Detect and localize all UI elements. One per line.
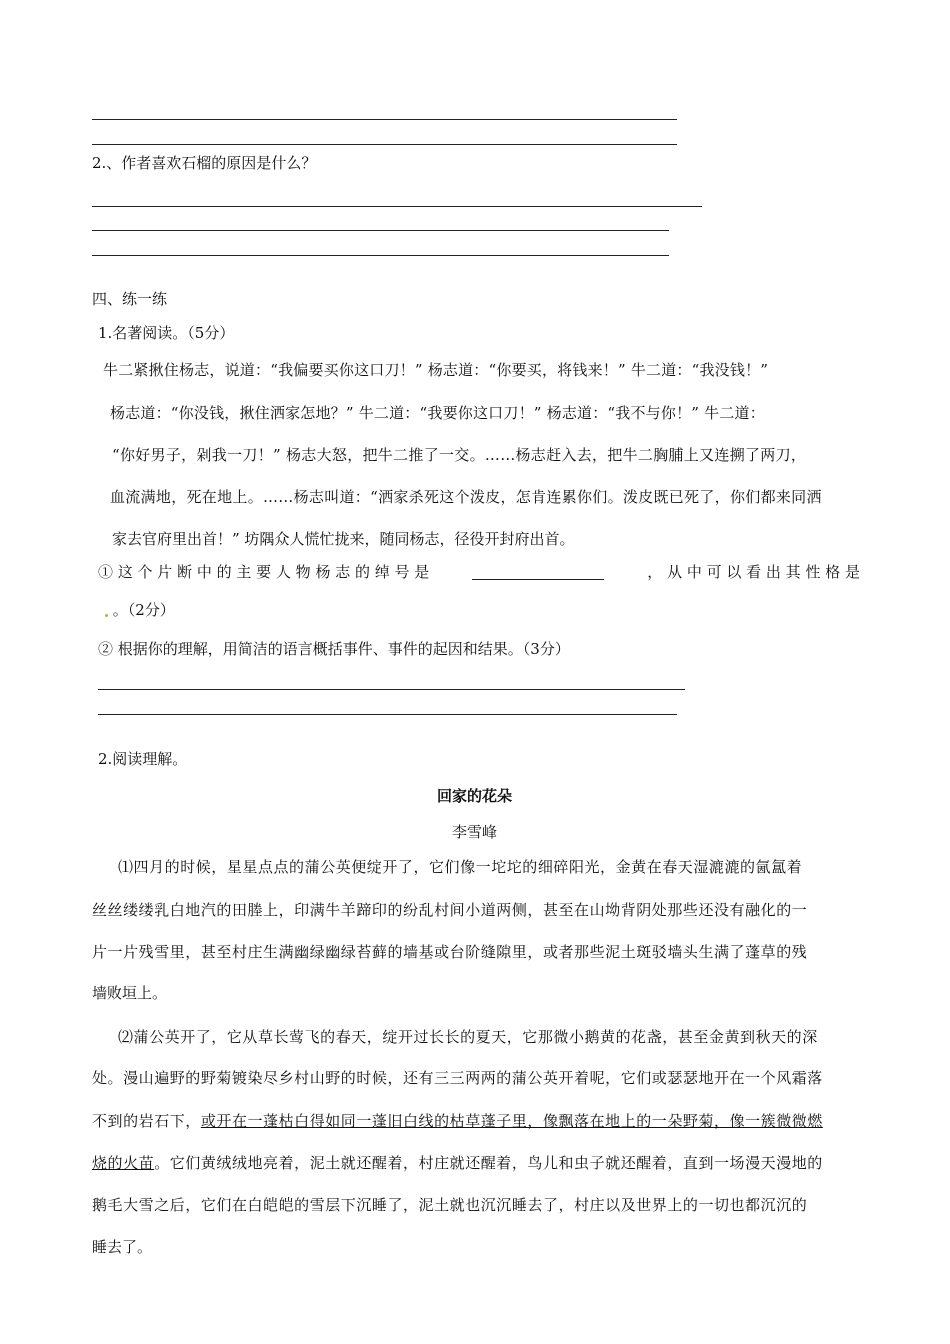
paragraph-line: 处。漫山遍野的野菊镀染尽乡村山野的时候，还有三三两两的蒲公英开着呢，它们或瑟瑟地开在一个风霜落 <box>92 1069 823 1087</box>
underlined-sentence: 烧的火苗 <box>92 1154 155 1172</box>
paragraph-line: 睡去了。 <box>92 1238 153 1256</box>
answer-line <box>92 255 669 256</box>
sub-question-2: ② 根据你的理解，用简洁的语言概括事件、事件的起因和结果。（3分） <box>98 640 570 658</box>
question-2: 2.、作者喜欢石榴的原因是什么？ <box>92 154 317 172</box>
paragraph-line: 墙败垣上。 <box>92 984 168 1002</box>
answer-line <box>98 689 685 690</box>
item2-title: 2.阅读理解。 <box>98 750 188 768</box>
blank-marker-icon[interactable] <box>105 614 108 617</box>
sub-question-1-end: 。（2分） <box>105 600 175 620</box>
paragraph-line: 烧的火苗。它们黄绒绒地亮着，泥土就还醒着，村庄就还醒着，鸟儿和虫子就还醒着，直到一场漫天漫地的 <box>92 1154 823 1172</box>
item1-title: 1.名著阅读。（5分） <box>98 324 235 342</box>
sub1-suffix: ， 从 中 可 以 看 出 其 性 格 是 <box>647 563 860 581</box>
answer-line <box>92 230 669 231</box>
paragraph-line: ⑵蒲公英开了，它从草长莺飞的春天，绽开过长长的夏天，它那微小鹅黄的花盏，甚至金黄到秋天的深 <box>118 1028 818 1046</box>
underlined-sentence: 或开在一蓬枯白得如同一蓬旧白线的枯草蓬子里，像飘落在地上的一朵野菊，像一簇微微燃 <box>200 1112 823 1130</box>
article-author: 李雪峰 <box>452 823 498 841</box>
sub-question-1 <box>98 562 860 582</box>
nickname-blank[interactable] <box>472 565 604 580</box>
paragraph-line: 鹅毛大雪之后，它们在白皑皑的雪层下沉睡了，泥土就也沉沉睡去了，村庄以及世界上的一切也都沉沉的 <box>92 1196 808 1214</box>
paragraph-line: 片一片残雪里，甚至村庄生满幽绿幽绿苔藓的墙基或台阶缝隙里，或者那些泥土斑驳墙头生满了蓬草的残 <box>92 943 808 961</box>
article-title: 回家的花朵 <box>437 787 513 805</box>
answer-line <box>98 714 677 715</box>
section-heading: 四、练一练 <box>92 290 168 308</box>
answer-line <box>92 119 677 120</box>
paragraph-line: 不到的岩石下，或开在一蓬枯白得如同一蓬旧白线的枯草蓬子里，像飘落在地上的一朵野菊，像一簇微微燃 <box>92 1112 823 1130</box>
passage-line: 血流满地，死在地上。……杨志叫道：“洒家杀死这个泼皮，怎肯连累你们。泼皮既已死了，你们都来同洒 <box>110 488 822 506</box>
passage-line: “你好男子，剁我一刀！” 杨志大怒，把牛二推了一交。……杨志赶入去，把牛二胸脯上又连搠了两刀， <box>112 446 807 464</box>
answer-line <box>92 144 677 145</box>
paragraph-line: ⑴四月的时候，星星点点的蒲公英便绽开了，它们像一坨坨的细碎阳光，金黄在春天湿漉漉的氤氲着 <box>118 858 803 876</box>
paragraph-line: 丝丝缕缕乳白地汽的田塍上，印满牛羊蹄印的纷乱村间小道两侧，甚至在山坳背阴处那些还没有融化的一 <box>92 901 808 919</box>
answer-line <box>92 206 702 207</box>
passage-line: 家去官府里出首！” 坊隅众人慌忙拢来，随同杨志，径役开封府出首。 <box>112 530 575 548</box>
passage-line: 杨志道：“你没钱，揪住洒家怎地？” 牛二道：“我要你这口刀！” 杨志道：“我不与你！” 牛二道： <box>110 404 765 422</box>
sub1-prefix: ① 这 个 片 断 中 的 主 要 人 物 杨 志 的 绰 号 是 <box>98 563 430 581</box>
passage-line: 牛二紧揪住杨志，说道：“我偏要买你这口刀！” 杨志道：“你要买，将钱来！” 牛二道：“我没钱！” <box>103 361 769 379</box>
